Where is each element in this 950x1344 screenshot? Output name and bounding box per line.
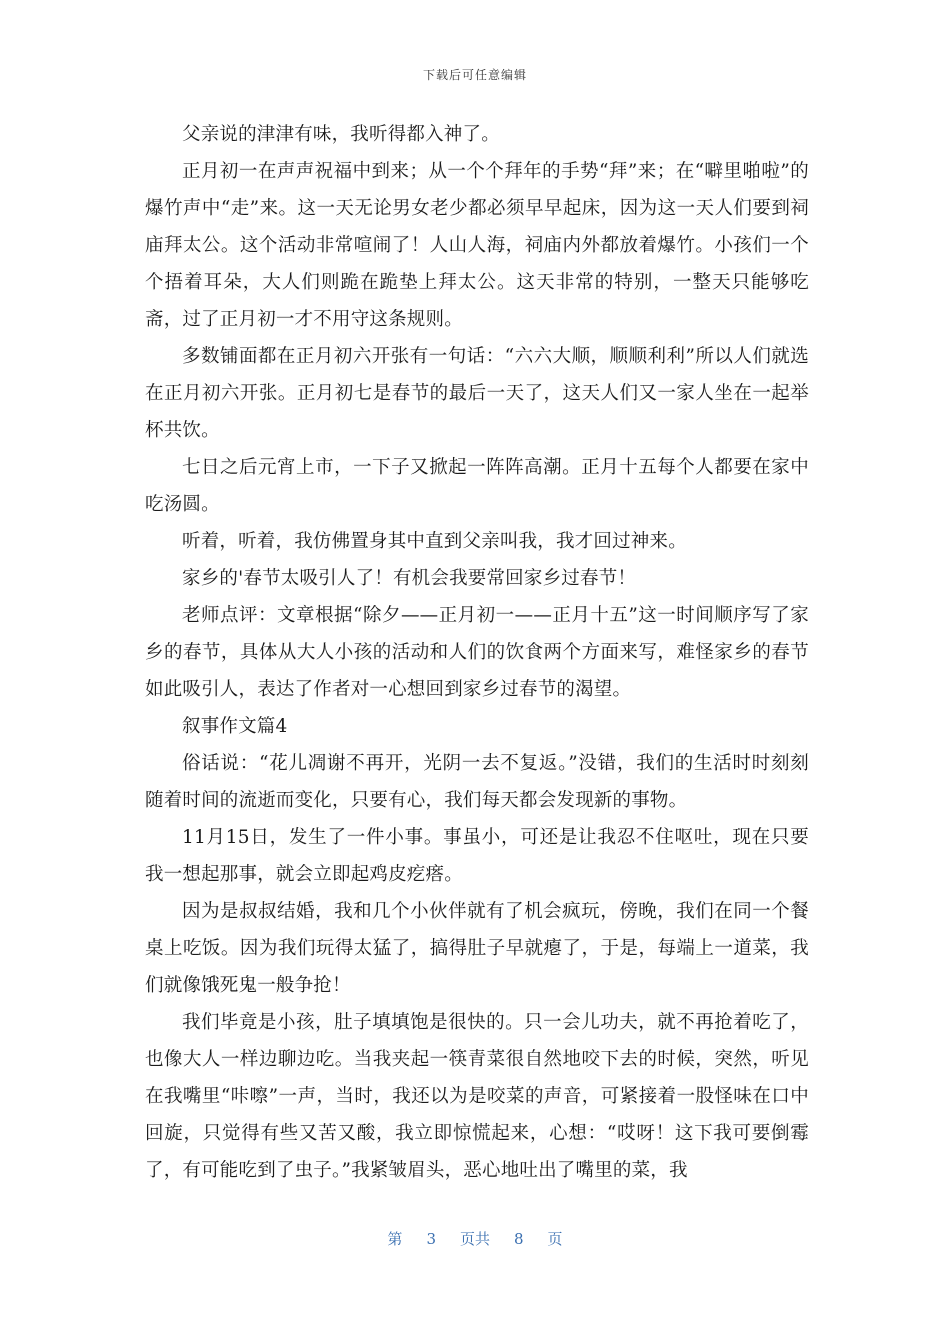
document-body [145, 116, 809, 1189]
footer-middle: 页共 [459, 1230, 490, 1248]
footer-prefix: 第 [387, 1230, 403, 1248]
paragraph-4: 七日之后元宵上市，一下子又掀起一阵阵高潮。正月十五每个人都要在家中吃汤圆。 [145, 457, 809, 515]
footer-total-pages: 8 [514, 1230, 524, 1248]
footer-suffix: 页 [547, 1230, 563, 1248]
paragraph-11: 因为是叔叔结婚，我和几个小伙伴就有了机会疯玩，傍晚，我们在同一个餐桌上吃饭。因为我们玩得太猛了，搞得肚子早就瘪了，于是，每端上一道菜，我们就像饿死鬼一般争抢！ [145, 901, 809, 996]
page-footer [0, 1228, 950, 1249]
paragraph-1: 父亲说的津津有味，我听得都入神了。 [182, 124, 500, 145]
paragraph-2: 正月初一在声声祝福中到来；从一个个拜年的手势“拜”来；在“噼里啪啦”的爆竹声中“走”来。这一天无论男女老少都必须早早起床，因为这一天人们要到祠庙拜太公。这个活动非常喧闹了！人山人海，祠庙内外都放着爆竹。小孩们一个个捂着耳朵，大人们则跪在跪垫上拜太公。这天非常的特别，一整天只能够吃斋，过了正月初一才不用守这条规则。 [145, 161, 809, 330]
page-header: 下载后可任意编辑 [422, 68, 527, 82]
section-heading: 叙事作文篇4 [182, 716, 288, 737]
footer-page-number: 3 [426, 1230, 436, 1248]
paragraph-10: 11月15日，发生了一件小事。事虽小，可还是让我忍不住呕吐，现在只要我一想起那事，就会立即起鸡皮疙瘩。 [145, 827, 809, 885]
paragraph-9: 俗话说：“花儿凋谢不再开，光阴一去不复返。”没错，我们的生活时时刻刻随着时间的流逝而变化，只要有心，我们每天都会发现新的事物。 [145, 753, 809, 811]
paragraph-7: 老师点评：文章根据“除夕——正月初一——正月十五”这一时间顺序写了家乡的春节，具体从大人小孩的活动和人们的饮食两个方面来写，难怪家乡的春节如此吸引人，表达了作者对一心想回到家乡过春节的渴望。 [145, 605, 809, 700]
paragraph-6: 家乡的'春节太吸引人了！有机会我要常回家乡过春节！ [182, 568, 637, 589]
paragraph-12: 我们毕竟是小孩，肚子填填饱是很快的。只一会儿功夫，就不再抢着吃了，也像大人一样边聊边吃。当我夹起一筷青菜很自然地咬下去的时候，突然，听见在我嘴里“咔嚓”一声，当时，我还以为是咬菜的声音，可紧接着一股怪味在口中回旋，只觉得有些又苦又酸，我立即惊慌起来，心想：“哎呀！这下我可要倒霉了，有可能吃到了虫子。”我紧皱眉头，恶心地吐出了嘴里的菜，我 [145, 1012, 809, 1181]
paragraph-5: 听着，听着，我仿佛置身其中直到父亲叫我，我才回过神来。 [182, 531, 687, 552]
paragraph-3: 多数铺面都在正月初六开张有一句话：“六六大顺，顺顺利利”所以人们就选在正月初六开张。正月初七是春节的最后一天了，这天人们又一家人坐在一起举杯共饮。 [145, 346, 809, 441]
